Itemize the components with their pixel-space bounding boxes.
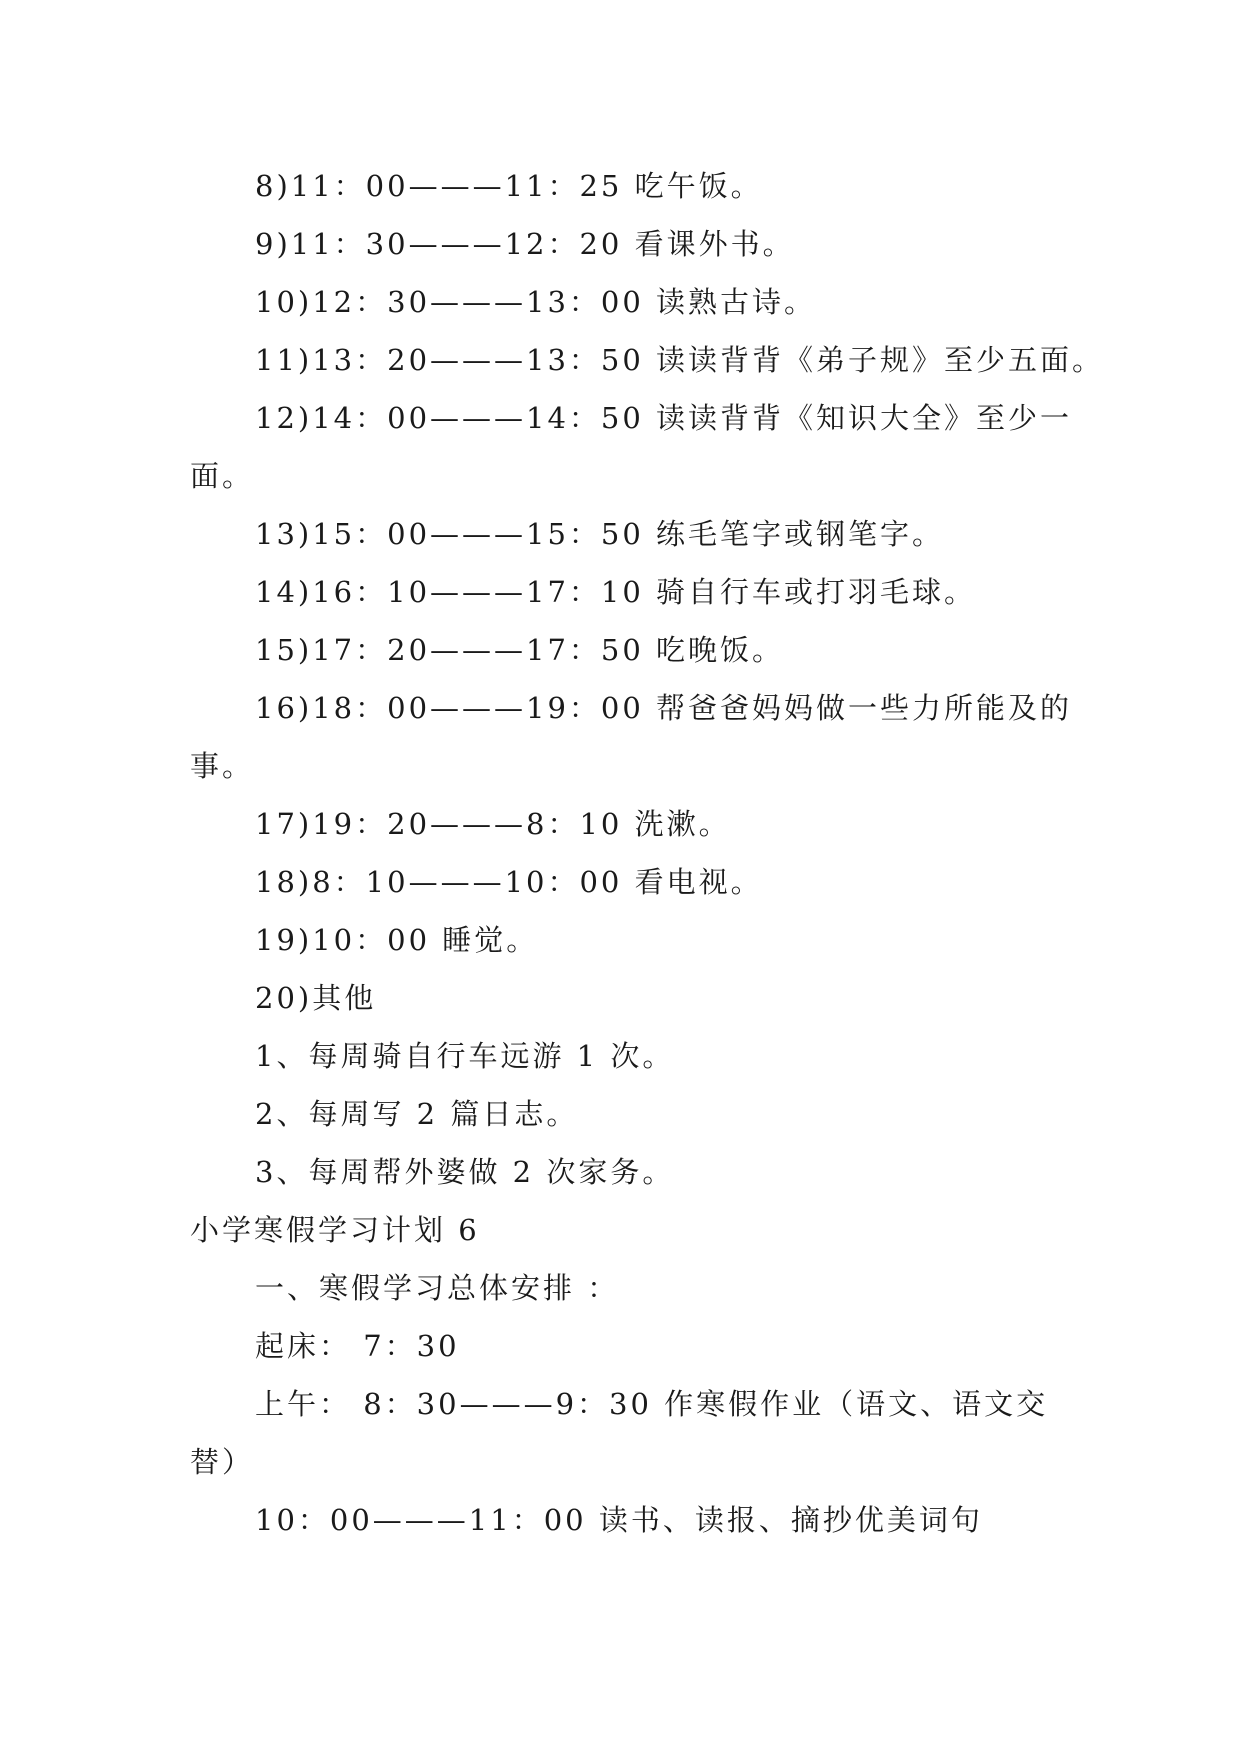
text-line: 8)11：00———11：25 吃午饭。 bbox=[255, 169, 763, 203]
text-line: 事。 bbox=[190, 749, 255, 783]
text-line: 12)14：00———14：50 读读背背《知识大全》至少一 bbox=[255, 401, 1073, 435]
text-line: 2、每周写 2 篇日志。 bbox=[255, 1097, 579, 1131]
text-line: 10)12：30———13：00 读熟古诗。 bbox=[255, 285, 817, 319]
text-line: 13)15：00———15：50 练毛笔字或钢笔字。 bbox=[255, 517, 945, 551]
text-line: 1、每周骑自行车远游 1 次。 bbox=[255, 1039, 675, 1073]
text-line: 9)11：30———12：20 看课外书。 bbox=[255, 227, 795, 261]
text-line: 17)19：20———8：10 洗漱。 bbox=[255, 807, 731, 841]
text-line: 20)其他 bbox=[255, 981, 377, 1015]
section-heading: 小学寒假学习计划 6 bbox=[190, 1213, 480, 1247]
text-line: 10：00———11：00 读书、读报、摘抄优美词句 bbox=[255, 1503, 983, 1537]
text-line: 15)17：20———17：50 吃晚饭。 bbox=[255, 633, 785, 667]
text-line: 替） bbox=[190, 1445, 255, 1479]
text-line: 上午： 8：30———9：30 作寒假作业（语文、语文交 bbox=[255, 1387, 1049, 1421]
text-line: 19)10：00 睡觉。 bbox=[255, 923, 539, 957]
text-line: 14)16：10———17：10 骑自行车或打羽毛球。 bbox=[255, 575, 977, 609]
text-line: 18)8：10———10：00 看电视。 bbox=[255, 865, 763, 899]
text-line: 11)13：20———13：50 读读背背《弟子规》至少五面。 bbox=[255, 343, 1105, 377]
text-line: 16)18：00———19：00 帮爸爸妈妈做一些力所能及的 bbox=[255, 691, 1073, 725]
text-line: 面。 bbox=[190, 459, 255, 493]
text-line: 一、寒假学习总体安排 ： bbox=[255, 1271, 620, 1305]
text-line: 起床： 7：30 bbox=[255, 1329, 460, 1363]
text-line: 3、每周帮外婆做 2 次家务。 bbox=[255, 1155, 675, 1189]
